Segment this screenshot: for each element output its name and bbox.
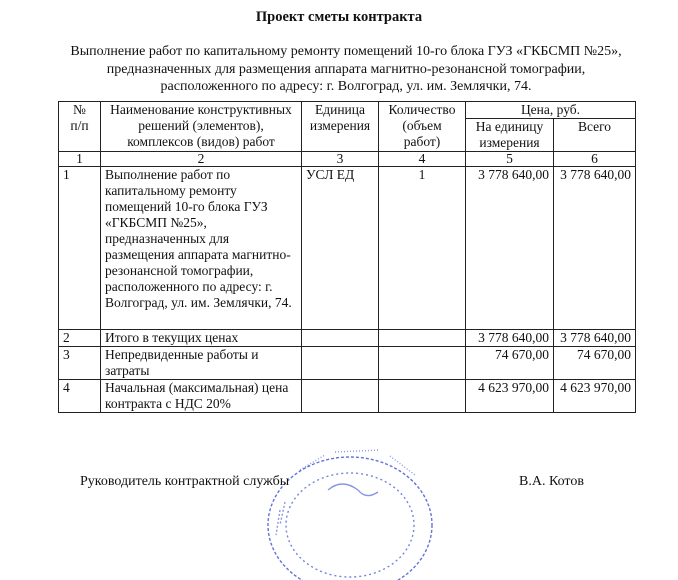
row-unit — [302, 347, 379, 380]
document-subtitle — [40, 43, 652, 96]
column-number: 5 — [466, 152, 554, 167]
row-price-unit: 3 778 640,00 — [466, 330, 554, 347]
table-row — [59, 380, 636, 413]
subtitle-line: Выполнение работ по капитальному ремонту помещений 10-го блока ГУЗ «ГКБСМП №25», — [70, 44, 622, 59]
header-unit: Единица измерения — [302, 102, 379, 152]
stamp-side-marks — [276, 502, 285, 535]
table-row — [59, 167, 636, 330]
signature-role: Руководитель контрактной службы — [80, 474, 290, 489]
stamp-circle — [268, 450, 432, 580]
stamp-inner-ring — [286, 473, 414, 577]
row-name: Выполнение работ по капитальному ремонту помещений 10-го блока ГУЗ «ГКБСМП №25», предназначенных для размещения аппарата магнитно-резонансной томографии, расположенного по адресу: г. Волгоград, ул. им. Землячки, 74. — [101, 167, 302, 330]
row-unit — [302, 380, 379, 413]
row-num: 2 — [59, 330, 101, 347]
row-name: Непредвиденные работы и затраты — [101, 347, 302, 380]
row-price-total: 74 670,00 — [554, 347, 636, 380]
header-qty: Количество (объем работ) — [379, 102, 466, 152]
header-num: № п/п — [59, 102, 101, 152]
column-number: 6 — [554, 152, 636, 167]
column-number: 3 — [302, 152, 379, 167]
official-stamp — [240, 430, 470, 580]
header-price-group: Цена, руб. — [466, 102, 636, 119]
row-unit — [302, 330, 379, 347]
table-row — [59, 330, 636, 347]
row-num: 4 — [59, 380, 101, 413]
row-num: 3 — [59, 347, 101, 380]
estimate-table — [58, 101, 636, 413]
table-header-row — [59, 102, 636, 119]
row-price-total: 4 623 970,00 — [554, 380, 636, 413]
row-qty — [379, 330, 466, 347]
stamp-signature-stroke — [328, 484, 378, 496]
row-name: Начальная (максимальная) цена контракта с НДС 20% — [101, 380, 302, 413]
table-row — [59, 347, 636, 380]
row-price-unit: 4 623 970,00 — [466, 380, 554, 413]
row-price-total: 3 778 640,00 — [554, 167, 636, 330]
row-price-unit: 74 670,00 — [466, 347, 554, 380]
row-qty — [379, 380, 466, 413]
column-number: 2 — [101, 152, 302, 167]
subtitle-line: расположенного по адресу: г. Волгоград, ул. им. Землячки, 74. — [160, 79, 532, 94]
row-name: Итого в текущих ценах — [101, 330, 302, 347]
row-price-total: 3 778 640,00 — [554, 330, 636, 347]
stamp-outer-ring — [268, 457, 432, 580]
row-qty — [379, 347, 466, 380]
row-qty: 1 — [379, 167, 466, 330]
header-price-total: Всего — [554, 119, 636, 152]
row-unit: УСЛ ЕД — [302, 167, 379, 330]
row-num: 1 — [59, 167, 101, 330]
header-name: Наименование конструктивных решений (элементов), комплексов (видов) работ — [101, 102, 302, 152]
subtitle-line: предназначенных для размещения аппарата магнитно-резонансной томографии, — [106, 61, 586, 77]
column-number: 1 — [59, 152, 101, 167]
row-price-unit: 3 778 640,00 — [466, 167, 554, 330]
column-number-row — [59, 152, 636, 167]
signature-name: В.А. Котов — [519, 474, 584, 489]
column-number: 4 — [379, 152, 466, 167]
document-title: Проект сметы контракта — [255, 9, 423, 25]
header-price-unit: На единицу измерения — [466, 119, 554, 152]
